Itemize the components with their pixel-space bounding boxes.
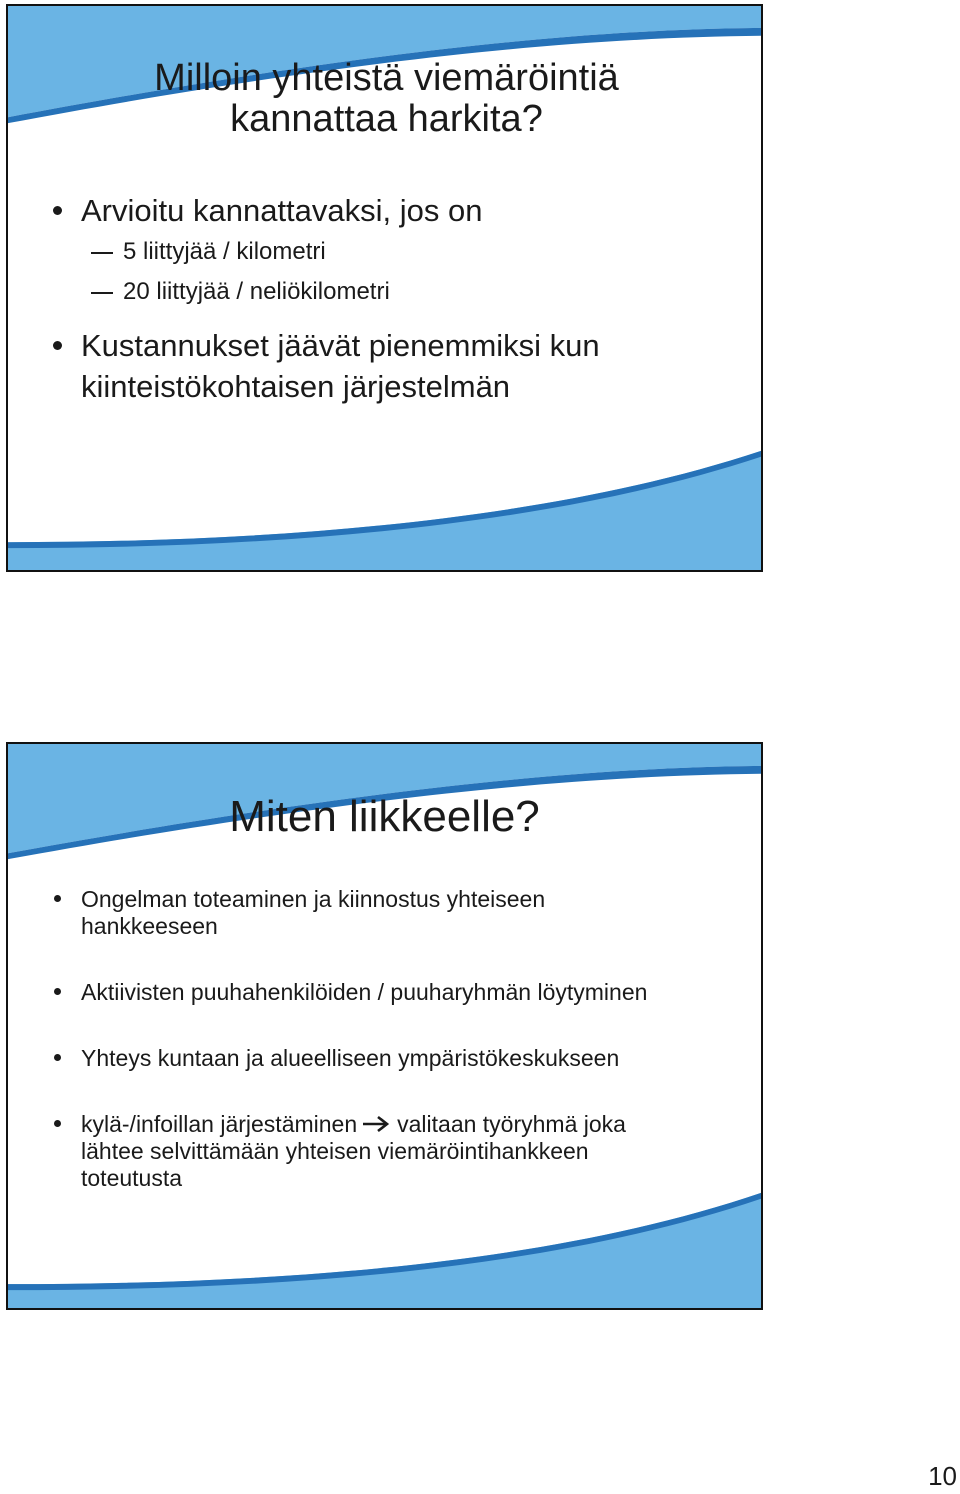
page-number: 10 xyxy=(928,1461,957,1491)
bullet-text-line: Aktiivisten puuhahenkilöiden / puuharyhmän löytyminen xyxy=(81,979,648,1005)
bullet-item xyxy=(8,979,748,1006)
slide-1-title-line: Milloin yhteistä viemäröintiä xyxy=(154,57,619,99)
sub-bullet-list xyxy=(81,237,748,307)
bullet-item xyxy=(8,190,748,307)
bullet-text-line: Yhteys kuntaan ja alueelliseen ympäristökeskukseen xyxy=(81,1045,620,1071)
bullet-text: Arvioitu kannattavaksi, jos on xyxy=(81,193,483,228)
bullet-dot-icon xyxy=(54,988,61,995)
slide-2-bullet-list xyxy=(8,886,748,1192)
slide-1 xyxy=(6,4,763,572)
bullet-item xyxy=(8,1111,748,1192)
dash-icon xyxy=(91,252,113,254)
bullet-text-line: kiinteistökohtaisen järjestelmän xyxy=(81,369,511,404)
slide-1-bullet-list xyxy=(8,190,748,407)
bullet-text-line: lähtee selvittämään yhteisen viemäröintihankkeen xyxy=(81,1138,589,1164)
bullet-text-line: Kustannukset jäävät pienemmiksi kun xyxy=(81,328,600,363)
bullet-dot-icon xyxy=(54,1054,61,1061)
bullet-text-line xyxy=(81,1111,748,1138)
slide-1-title-line: kannattaa harkita? xyxy=(230,98,543,140)
bullet-text-line: Ongelman toteaminen ja kiinnostus yhteiseen xyxy=(81,886,546,912)
bullet-text-before-arrow: kylä-/infoillan järjestäminen xyxy=(81,1111,358,1137)
bullet-dot-icon xyxy=(54,895,61,902)
slide-2 xyxy=(6,742,763,1310)
bullet-item xyxy=(8,325,748,407)
bullet-item xyxy=(8,1045,748,1072)
bullet-text-after-arrow: valitaan työryhmä joka xyxy=(397,1111,626,1137)
right-arrow-icon xyxy=(361,1114,391,1134)
sub-bullet-item xyxy=(81,277,748,307)
bullet-dot-icon xyxy=(54,1120,61,1127)
slide-1-title xyxy=(8,58,761,140)
sub-bullet-text: 5 liittyjää / kilometri xyxy=(123,238,326,265)
sub-bullet-item xyxy=(81,237,748,267)
dash-icon xyxy=(91,292,113,294)
bullet-dot-icon xyxy=(53,341,62,350)
bullet-text-line: toteutusta xyxy=(81,1165,183,1191)
bullet-text-line: hankkeeseen xyxy=(81,913,218,939)
bullet-item xyxy=(8,886,748,940)
bullet-dot-icon xyxy=(53,206,62,215)
sub-bullet-text: 20 liittyjää / neliökilometri xyxy=(123,278,390,305)
slide-2-title: Miten liikkeelle? xyxy=(229,792,540,841)
